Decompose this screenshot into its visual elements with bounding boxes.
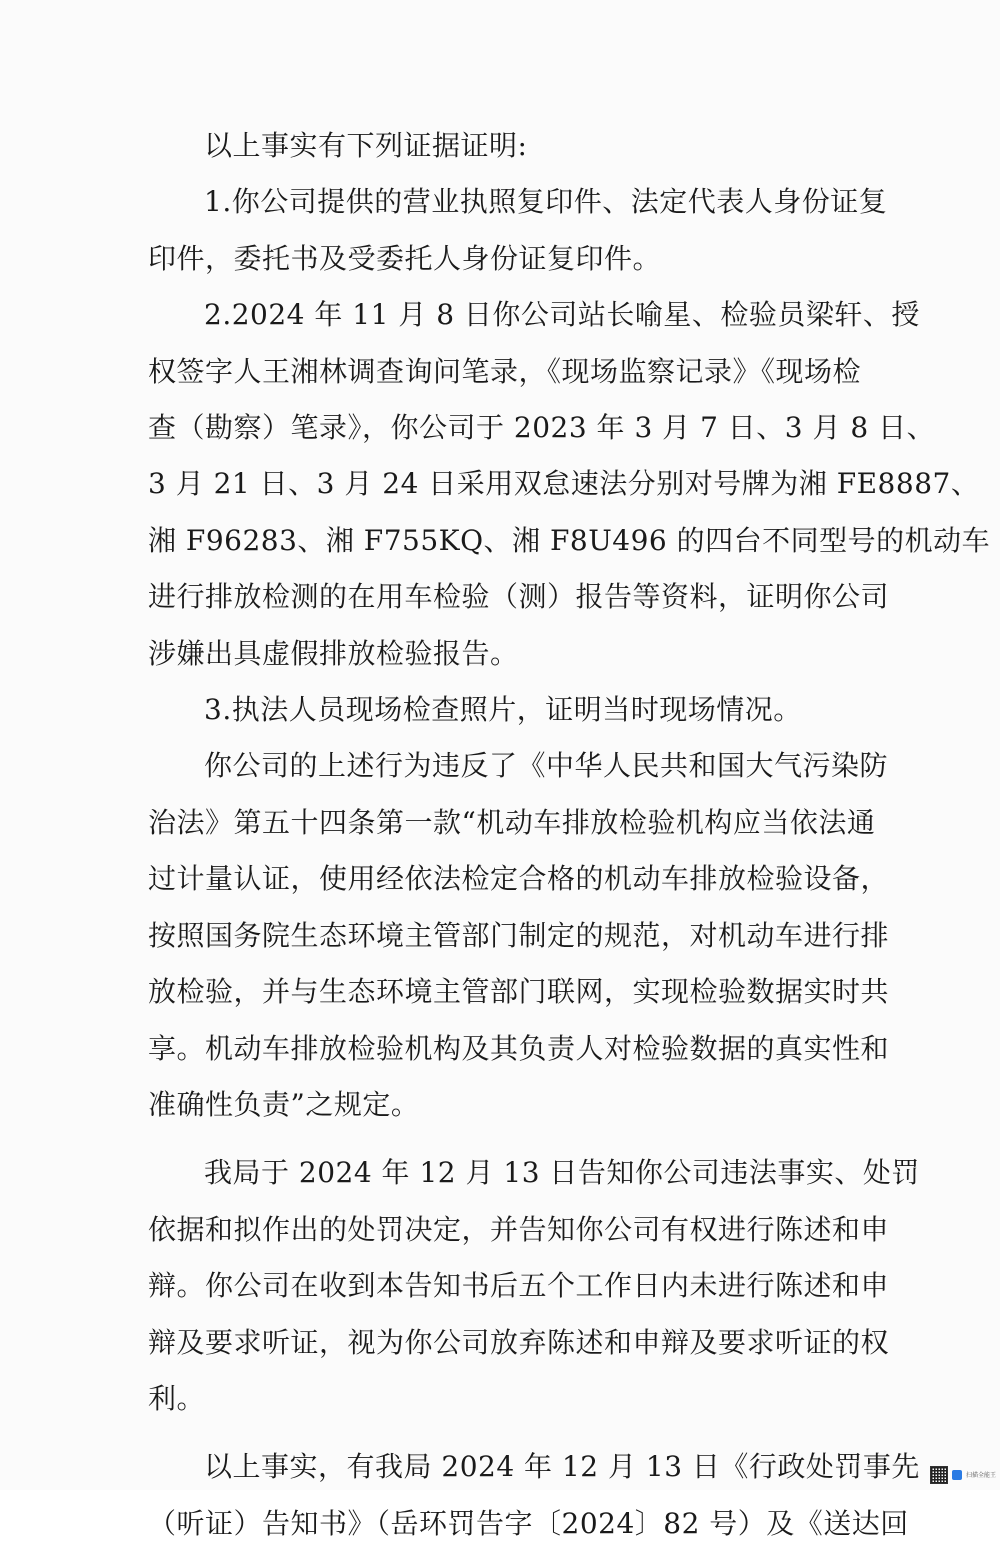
text-line: 辩。你公司在收到本告知书后五个工作日内未进行陈述和申 (148, 1269, 890, 1303)
text-line: 利。 (148, 1381, 206, 1415)
text-line: 你公司的上述行为违反了《中华人民共和国大气污染防 (204, 749, 889, 783)
text-line: 印件，委托书及受委托人身份证复印件。 (148, 241, 662, 275)
text-line: 3 月 21 日、3 月 24 日采用双怠速法分别对号牌为湘 FE8887、 (148, 467, 980, 501)
text-line: 以上事实有下列证据证明: (204, 129, 528, 162)
text-line: 辩及要求听证，视为你公司放弃陈述和申辩及要求听证的权 (148, 1325, 890, 1359)
text-line: 3.执法人员现场检查照片，证明当时现场情况。 (204, 693, 802, 727)
scanner-brand-label: 扫描全能王 (966, 1471, 997, 1479)
notice-section (148, 1145, 920, 1427)
text-line: 2.2024 年 11 月 8 日你公司站长喻星、检验员梁轩、授 (204, 298, 920, 332)
text-line: 查（勘察）笔录》，你公司于 2023 年 3 月 7 日、3 月 8 日、 (148, 411, 936, 445)
scan-watermark (930, 1466, 996, 1484)
facts-section (148, 1439, 920, 1552)
text-line: 涉嫌出具虚假排放检验报告。 (148, 636, 519, 670)
text-line: 按照国务院生态环境主管部门制定的规范，对机动车进行排 (148, 918, 890, 952)
evidence-section (148, 118, 991, 1133)
text-line: （听证）告知书》（岳环罚告字〔2024〕82 号）及《送达回 (148, 1506, 909, 1540)
text-line: 权签字人王湘林调查询问笔录，《现场监察记录》《现场检 (148, 354, 862, 388)
scanner-app-icon (952, 1470, 962, 1480)
qr-code-icon (930, 1466, 948, 1484)
text-line: 进行排放检测的在用车检验（测）报告等资料，证明你公司 (148, 580, 890, 614)
text-line: 治法》第五十四条第一款“机动车排放检验机构应当依法通 (148, 805, 876, 839)
text-line: 我局于 2024 年 12 月 13 日告知你公司违法事实、处罚 (204, 1156, 920, 1190)
text-line: 过计量认证，使用经依法检定合格的机动车排放检验设备， (148, 862, 890, 896)
text-line: 湘 F96283、湘 F755KQ、湘 F8U496 的四台不同型号的机动车 (148, 523, 991, 557)
text-line: 依据和拟作出的处罚决定，并告知你公司有权进行陈述和申 (148, 1212, 890, 1246)
text-line: 享。机动车排放检验机构及其负责人对检验数据的真实性和 (148, 1031, 890, 1065)
text-line: 准确性负责”之规定。 (148, 1087, 420, 1121)
text-line: 以上事实，有我局 2024 年 12 月 13 日《行政处罚事先 (204, 1450, 920, 1484)
text-line: 1.你公司提供的营业执照复印件、法定代表人身份证复 (204, 185, 888, 219)
text-line: 放检验，并与生态环境主管部门联网，实现检验数据实时共 (148, 975, 890, 1009)
